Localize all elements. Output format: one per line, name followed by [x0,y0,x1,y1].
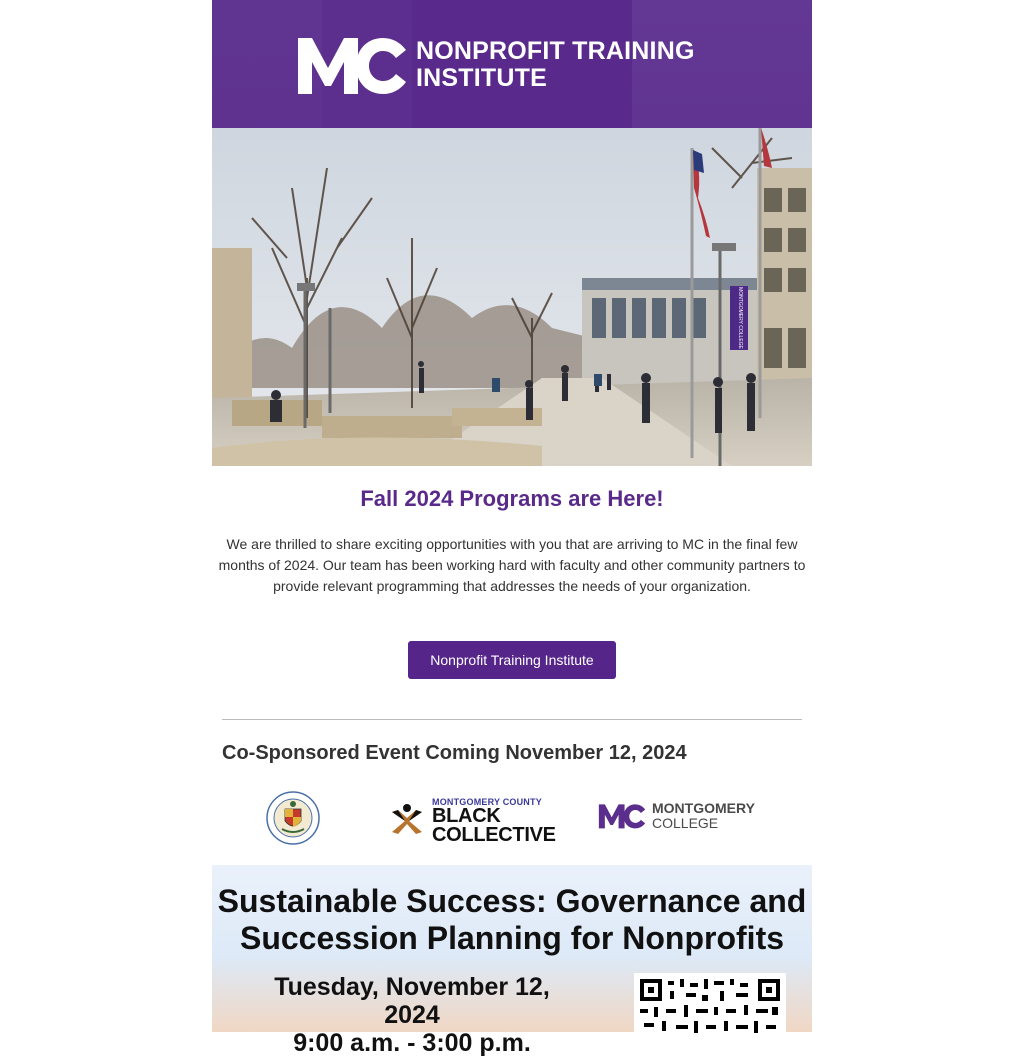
flyer-datetime [252,973,572,1057]
campus-photo[interactable] [212,128,812,466]
flyer-title [212,883,812,957]
flyer-title-line1: Sustainable Success: Governance and [217,883,807,919]
qr-code-icon[interactable] [634,973,786,1043]
mc-college-icon [598,802,646,830]
logo-text-line1: NONPROFIT TRAINING [416,37,695,65]
montgomery-county-seal-logo[interactable] [266,791,320,845]
logo-text-line2: INSTITUTE [416,64,547,92]
black-collective-line2: COLLECTIVE [432,824,556,846]
campus-scene-image [212,128,812,466]
flyer-title-line2: Succession Planning for Nonprofits [239,920,785,956]
page-title: Fall 2024 Programs are Here! [360,486,664,511]
event-flyer[interactable] [212,865,812,1057]
mc-logo-icon [296,34,408,96]
campus-banner-text: MONTGOMERY COLLEGE [737,287,743,349]
mc-logo-line2: COLLEGE [652,815,719,831]
nonprofit-training-institute-button[interactable]: Nonprofit Training Institute [408,641,616,679]
nti-logo[interactable] [296,34,695,96]
black-collective-county: MONTGOMERY COUNTY [432,797,542,807]
mc-logo-line1: MONTGOMERY [652,800,755,816]
flyer-time: 9:00 a.m. - 3:00 p.m. [293,1029,531,1057]
section-title: Co-Sponsored Event Coming November 12, 2024 [222,742,687,764]
black-collective-line1: BLACK [432,805,501,827]
section-divider [222,719,802,720]
flyer-date: Tuesday, November 12, 2024 [274,973,550,1029]
header-banner [212,0,812,128]
intro-paragraph: We are thrilled to share exciting opportunities with you that are arriving to MC in the final few months of 2024. Our team has been working hard with faculty and other community partners to provide relevant programming that addresses the needs of your organization. [218,536,806,594]
black-collective-icon [388,802,426,840]
black-collective-logo[interactable] [388,797,556,845]
sponsor-logos [212,779,812,865]
email-body [212,0,812,1057]
montgomery-college-logo[interactable] [598,801,755,831]
